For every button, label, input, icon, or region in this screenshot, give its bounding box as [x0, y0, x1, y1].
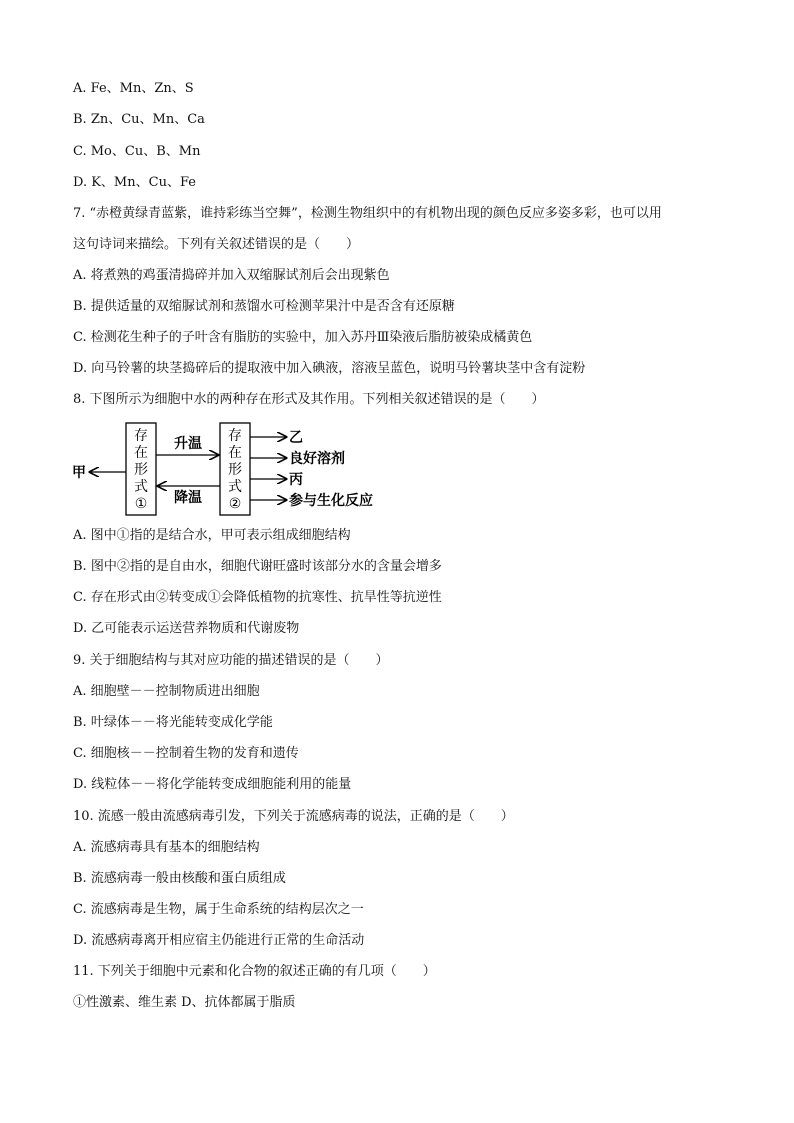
- box2-char: ②: [228, 496, 242, 512]
- label-heating: 升温: [174, 436, 202, 452]
- q11-stem: 11. 下列关于细胞中元素和化合物的叙述正确的有几项（ ）: [73, 964, 436, 979]
- q7-option-a: A. 将煮熟的鸡蛋清捣碎并加入双缩脲试剂后会出现紫色: [73, 268, 390, 283]
- q6-option-b: B. Zn、Cu、Mn、Ca: [73, 112, 205, 127]
- box1-char: ①: [134, 496, 148, 512]
- q10-option-b: B. 流感病毒一般由核酸和蛋白质组成: [73, 871, 286, 886]
- box1-char: 形: [134, 462, 148, 478]
- box1-char: 存: [134, 428, 148, 444]
- q10-option-c: C. 流感病毒是生物，属于生命系统的结构层次之一: [73, 902, 364, 917]
- box2-char: 形: [228, 462, 242, 478]
- q6-option-a: A. Fe、Mn、Zn、S: [73, 81, 194, 96]
- output-good-solvent: 良好溶剂: [289, 451, 345, 467]
- q8-stem: 8. 下图所示为细胞中水的两种存在形式及其作用。下列相关叙述错误的是（ ）: [73, 392, 545, 407]
- box1-char: 式: [134, 479, 148, 495]
- q9-option-d: D. 线粒体－－将化学能转变成细胞能利用的能量: [73, 777, 352, 792]
- q7-stem-line1: 7. “赤橙黄绿青蓝紫，谁持彩练当空舞”，检测生物组织中的有机物出现的颜色反应多姿多彩，也可以用: [73, 206, 662, 221]
- label-jia: 甲: [72, 465, 86, 481]
- q9-option-b: B. 叶绿体－－将光能转变成化学能: [73, 715, 273, 730]
- output-yi: 乙: [289, 430, 303, 446]
- q6-option-d: D. K、Mn、Cu、Fe: [73, 175, 196, 190]
- q10-option-a: A. 流感病毒具有基本的细胞结构: [73, 840, 260, 855]
- q10-option-d: D. 流感病毒离开相应宿主仍能进行正常的生命活动: [73, 933, 365, 948]
- q7-stem-line2: 这句诗词来描绘。下列有关叙述错误的是（ ）: [73, 237, 360, 252]
- box2-char: 式: [228, 479, 242, 495]
- box2-char: 存: [228, 428, 242, 444]
- q7-option-c: C. 检测花生种子的子叶含有脂肪的实验中，加入苏丹Ⅲ染液后脂肪被染成橘黄色: [73, 330, 533, 345]
- output-biochem-reaction: 参与生化反应: [289, 493, 373, 509]
- q9-stem: 9. 关于细胞结构与其对应功能的描述错误的是（ ）: [73, 653, 389, 668]
- output-bing: 丙: [289, 472, 303, 488]
- q8-option-b: B. 图中②指的是自由水，细胞代谢旺盛时该部分水的含量会增多: [73, 559, 442, 574]
- q9-option-c: C. 细胞核－－控制着生物的发育和遗传: [73, 746, 299, 761]
- q8-option-a: A. 图中①指的是结合水，甲可表示组成细胞结构: [73, 528, 351, 543]
- box1-char: 在: [134, 445, 148, 461]
- q6-option-c: C. Mo、Cu、B、Mn: [73, 144, 201, 159]
- q7-option-d: D. 向马铃薯的块茎捣碎后的提取液中加入碘液，溶液呈蓝色，说明马铃薯块茎中含有淀粉: [73, 361, 586, 376]
- water-forms-diagram: [68, 420, 408, 520]
- q7-option-b: B. 提供适量的双缩脲试剂和蒸馏水可检测苹果汁中是否含有还原糖: [73, 299, 455, 314]
- label-cooling: 降温: [174, 490, 202, 506]
- q8-option-d: D. 乙可能表示运送营养物质和代谢废物: [73, 621, 300, 636]
- q9-option-a: A. 细胞壁－－控制物质进出细胞: [73, 684, 260, 699]
- q11-item-1: ①性激素、维生素 D、抗体都属于脂质: [73, 995, 296, 1010]
- q10-stem: 10. 流感一般由流感病毒引发，下列关于流感病毒的说法，正确的是（ ）: [73, 809, 514, 824]
- box2-char: 在: [228, 445, 242, 461]
- q8-option-c: C. 存在形式由②转变成①会降低植物的抗寒性、抗旱性等抗逆性: [73, 590, 442, 605]
